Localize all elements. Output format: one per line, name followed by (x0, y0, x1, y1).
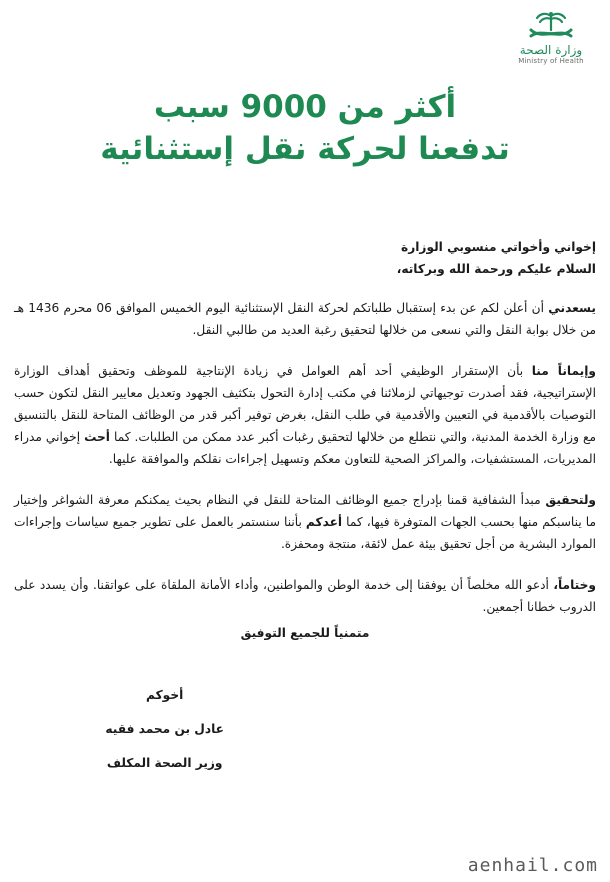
paragraph-2-text-2: إخواني مدراء المديريات، المستشفيات، والمراكز الصحية للتعاون معكم وتسهيل إجراءات نقلكم والموافقة عليها. (14, 430, 596, 466)
signature-title: وزير الصحة المكلف (106, 756, 223, 770)
headline (80, 86, 530, 170)
paragraph-4-lead: وختاماً، (553, 578, 596, 592)
paragraph-3-lead: ولتحقيق (545, 493, 596, 507)
paragraph-2 (14, 360, 596, 470)
ministry-logo (506, 10, 596, 66)
paragraph-3-lead-2: أعدكم (305, 515, 343, 529)
headline-line-2: تدفعنا لحركة نقل إستثنائية (100, 131, 510, 167)
signature-block (105, 684, 224, 786)
palm-swords-emblem-icon (523, 10, 579, 44)
site-watermark: aenhail.com (467, 855, 598, 876)
paragraph-4-text: أدعو الله مخلصاً أن يوفقنا إلى خدمة الوطن والمواطنين، وأداء الأمانة الملقاة على عواتقنا. وأن يسدد على الدروب خطانا أجمعين. (14, 578, 596, 614)
headline-line-1: أكثر من 9000 سبب (153, 89, 457, 125)
greeting-line-1: إخواني وأخواتي منسوبي الوزارة (401, 240, 596, 254)
paragraph-4 (14, 574, 596, 618)
paragraph-2-text: بأن الإستقرار الوظيفي أحد أهم العوامل في زيادة الإنتاجية للموظف وتحقيق أهداف الوزارة الإستراتيجية، فقد أصدرت توجيهاتي لزملائنا في مكتب إدارة التحول بتكثيف الجهود وتعديل معايير النقل لتكون حسب التوصيات بالأقدمية في التعيين والأقدمية في طلب النقل، بغرض توفير أكبر قدر من الوظائف المتاحة للنقل بالتنسيق مع وزارة الخدمة المدنية، والتي نتطلع من خلالها لتحقيق رغبات أكبر عدد ممكن من الطلبات. كما (14, 364, 596, 444)
paragraph-2-lead: وإيماناً منا (531, 364, 596, 378)
greeting-line-2: السلام عليكم ورحمة الله وبركاته، (396, 262, 596, 276)
paragraph-1-text: أن أعلن لكم عن بدء إستقبال طلباتكم لحركة النقل الإستثنائية اليوم الخميس الموافق 06 محرم 1436 هـ من خلال بوابة النقل والتي نسعى من خلالها لتحقيق رغبة العديد من طالبي النقل. (14, 301, 596, 337)
paragraph-1-lead: يسعدني (548, 301, 596, 315)
paragraph-3-text: مبدأ الشفافية قمنا بإدراج جميع الوظائف المتاحة للنقل في النظام بحيث يمكنكم معرفة الشواغر وإختيار ما يناسبكم منها بحسب الجهات المتوفرة فيها، كما (14, 493, 596, 529)
logo-english-name: Ministry of Health (518, 57, 584, 65)
signature-salutation: أخوكم (146, 688, 184, 702)
paragraph-1 (14, 297, 596, 341)
logo-arabic-name: وزارة الصحة (519, 43, 583, 57)
closing-line: متمنياً للجميع التوفيق (240, 626, 370, 640)
paragraph-3-text-2: بأننا سنستمر بالعمل على تطوير جميع سياسات وإجراءات الموارد البشرية من أجل تحقيق بيئة عمل لائقة، منتجة ومحفزة. (14, 515, 596, 551)
paragraph-2-lead-2: أحث (84, 430, 110, 444)
letter-body (14, 236, 596, 644)
paragraph-3 (14, 489, 596, 555)
signature-name: عادل بن محمد فقيه (105, 722, 224, 736)
